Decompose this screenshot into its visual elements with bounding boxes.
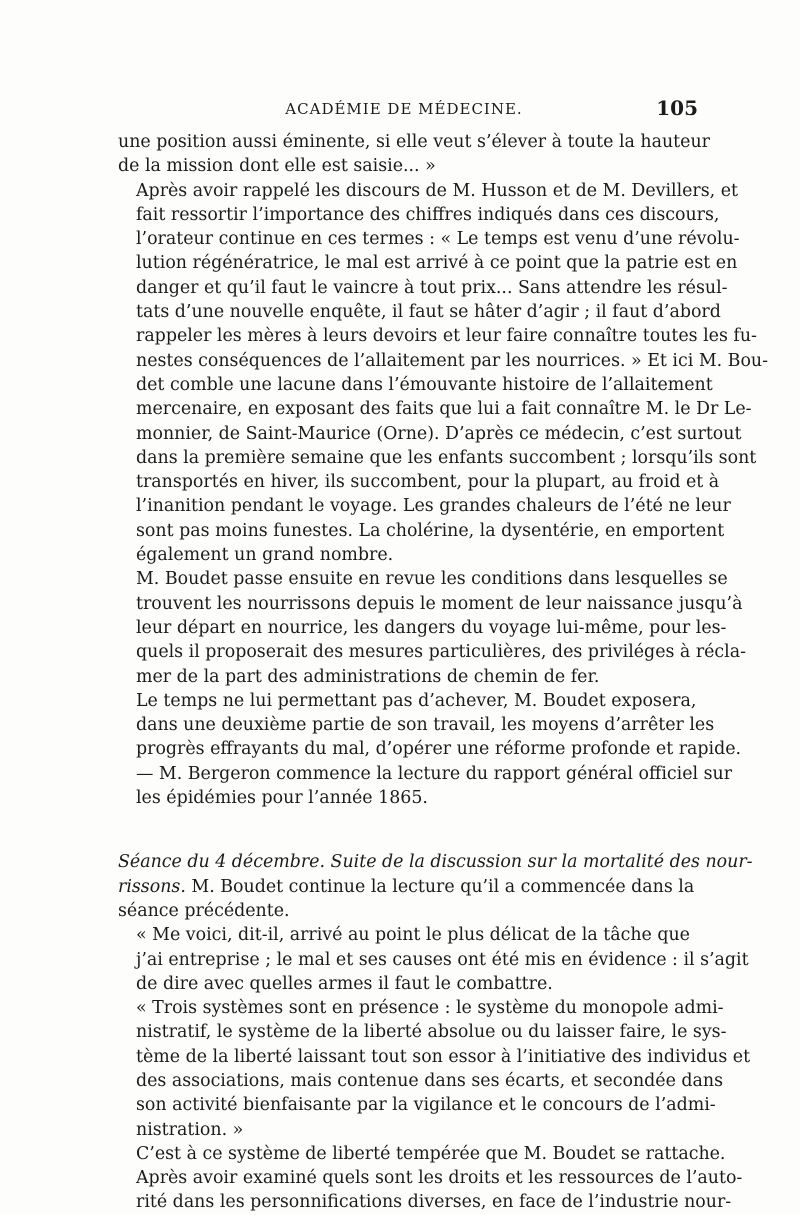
paragraph (118, 179, 769, 568)
text-line: quels il proposerait des mesures particulières, des priviléges à récla- (136, 642, 746, 663)
text-line: Après avoir rappelé les discours de M. Husson et de M. Devillers, et (136, 180, 738, 201)
text-line: C’est à ce système de liberté tempérée que M. Boudet se rattache. (136, 1143, 726, 1164)
text-line: de dire avec quelles armes il faut le combattre. (136, 973, 553, 994)
text-line: des associations, mais contenue dans ses écarts, et secondée dans (136, 1070, 724, 1091)
text-block-first (118, 130, 769, 810)
text-line: nistration. » (136, 1119, 244, 1140)
text-line: progrès effrayants du mal, d’opérer une réforme profonde et rapide. (136, 739, 742, 760)
text-line: rappeler les mères à leurs devoirs et leur faire connaître toutes les fu- (136, 326, 757, 347)
text-line: M. Boudet passe ensuite en revue les conditions dans lesquelles se (136, 569, 728, 590)
paragraph (118, 996, 751, 1142)
text-line: dans une deuxième partie de son travail, les moyens d’arrêter les (136, 715, 715, 736)
text-line: mercenaire, en exposant des faits que lui a fait connaître M. le Dr Le- (136, 399, 752, 420)
section-heading-line-2 (118, 875, 695, 899)
text-line: les épidémies pour l’année 1865. (136, 788, 428, 809)
text-line: sont pas moins funestes. La cholérine, la dysentérie, en emportent (136, 520, 725, 541)
text-line: une position aussi éminente, si elle veut s’élever à toute la hauteur (118, 132, 710, 152)
section-heading-paragraph (118, 850, 753, 923)
text-line: de la mission dont elle est saisie... » (118, 156, 436, 177)
text-line: dans la première semaine que les enfants succombent ; lorsqu’ils sont (136, 447, 757, 468)
body-text (118, 130, 769, 1215)
text-line: transportés en hiver, ils succombent, pour la plupart, au froid et à (136, 472, 720, 493)
text-line: trouvent les nourrissons depuis le moment de leur naissance jusqu’à (136, 593, 743, 614)
paragraph (118, 1142, 743, 1215)
section-heading-end: rissons. (118, 876, 186, 897)
text-line: l’inanition pendant le voyage. Les grandes chaleurs de l’été ne leur (136, 496, 731, 517)
paragraph (118, 689, 742, 762)
text-line: — M. Bergeron commence la lecture du rapport général officiel sur (136, 763, 733, 784)
text-line: tème de la liberté laissant tout son essor à l’initiative des individus et (136, 1046, 751, 1067)
text-line: nistratif, le système de la liberté absolue ou du laisser faire, le sys- (136, 1022, 727, 1043)
running-title: ACADÉMIE DE MÉDECINE. (285, 100, 523, 118)
text-line: Le temps ne lui permettant pas d’achever, M. Boudet exposera, (136, 690, 697, 711)
text-line: monnier, de Saint-Maurice (Orne). D’après ce médecin, c’est surtout (136, 423, 742, 444)
text-line: « Me voici, dit-il, arrivé au point le plus délicat de la tâche que (136, 925, 690, 946)
paragraph (118, 130, 710, 179)
section-line: séance précédente. (118, 900, 290, 921)
text-line: son activité bienfaisante par la vigilance et le concours de l’admi- (136, 1095, 716, 1116)
text-block-second (118, 923, 751, 1215)
text-line: danger et qu’il faut le vaincre à tout prix... Sans attendre les résul- (136, 277, 728, 298)
paragraph (118, 762, 733, 811)
text-line: j’ai entreprise ; le mal et ses causes ont été mis en évidence : il s’agit (136, 949, 749, 970)
text-line: det comble une lacune dans l’émouvante histoire de l’allaitement (136, 374, 713, 395)
text-line: lution régénératrice, le mal est arrivé à ce point que la patrie est en (136, 253, 738, 274)
text-line: mer de la part des administrations de chemin de fer. (136, 666, 600, 687)
text-line: l’orateur continue en ces termes : « Le temps est venu d’une révolu- (136, 229, 740, 250)
page-header (118, 96, 698, 124)
section-gap (118, 810, 684, 850)
text-line: leur départ en nourrice, les dangers du voyage lui-même, pour les- (136, 617, 727, 638)
text-line: « Trois systèmes sont en présence : le système du monopole admi- (136, 998, 724, 1019)
section-heading-line (118, 850, 753, 874)
text-line: nestes conséquences de l’allaitement par les nourrices. » Et ici M. Bou- (136, 350, 769, 371)
paragraph (118, 923, 749, 996)
paragraph (118, 567, 746, 688)
section-first-text: M. Boudet continue la lecture qu’il a commencée dans la (185, 876, 695, 897)
page-number: 105 (656, 96, 698, 120)
text-line: également un grand nombre. (136, 545, 394, 566)
text-line: Après avoir examiné quels sont les droits et les ressources de l’auto- (136, 1168, 743, 1189)
text-line: tats d’une nouvelle enquête, il faut se hâter d’agir ; il faut d’abord (136, 302, 721, 323)
text-line: rité dans les personnifications diverses, en face de l’industrie nour- (136, 1192, 732, 1213)
text-line: fait ressortir l’importance des chiffres indiqués dans ces discours, (136, 204, 720, 225)
section-heading: Séance du 4 décembre. Suite de la discussion sur la mortalité des nour- (118, 852, 753, 873)
